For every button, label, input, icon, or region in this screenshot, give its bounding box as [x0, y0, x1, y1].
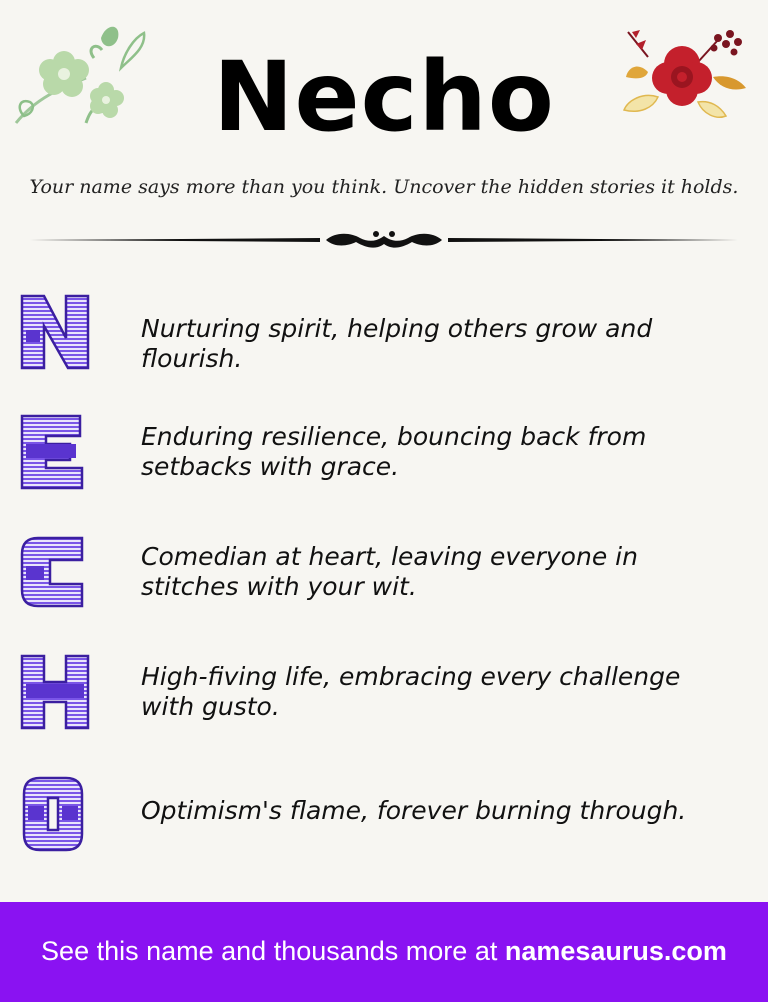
letter-h-icon: [20, 654, 90, 730]
row-description: Comedian at heart, leaving everyone in stitches with your wit.: [141, 542, 638, 601]
footer-prefix: See this name and thousands more at: [41, 936, 505, 966]
row-description: Optimism's flame, forever burning through.: [141, 796, 687, 825]
row-description: Enduring resilience, bouncing back from setbacks with grace.: [141, 422, 647, 481]
footer-banner: [0, 902, 768, 1002]
letter-c-icon: [20, 534, 90, 610]
letter-e-icon: [20, 414, 90, 490]
ornament-divider-icon: [30, 226, 738, 261]
letter-o-icon: [20, 776, 90, 852]
tagline: Your name says more than you think. Uncover the hidden stories it holds.: [29, 176, 739, 198]
footer-text: [0, 936, 768, 967]
letter-n-icon: [20, 294, 90, 370]
site-link[interactable]: namesaurus.com: [504, 936, 727, 966]
row-description: Nurturing spirit, helping others grow and flourish.: [141, 314, 653, 373]
page-title: Necho: [213, 41, 555, 153]
row-description: High-fiving life, embracing every challenge with gusto.: [141, 662, 681, 721]
